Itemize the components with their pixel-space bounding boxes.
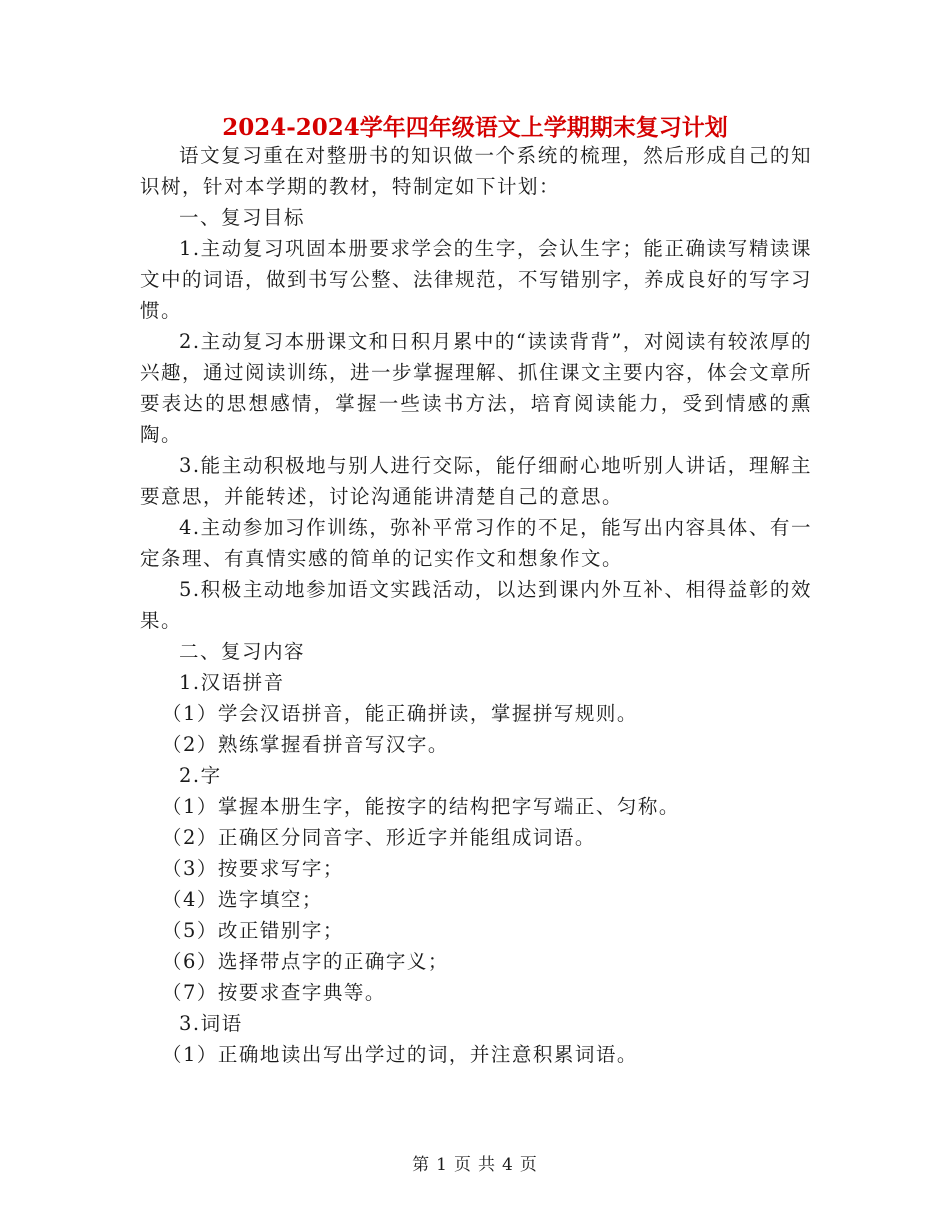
paragraph: 语文复习重在对整册书的知识做一个系统的梳理，然后形成自己的知识树，针对本学期的教材，特制定如下计划： — [140, 144, 812, 198]
list-item: （2）熟练掌握看拼音写汉字。 — [162, 733, 449, 756]
paragraph: 5.积极主动地参加语文实践活动，以达到课内外互补、相得益彰的效果。 — [140, 578, 812, 632]
subsection-heading: 1.汉语拼音 — [179, 671, 285, 694]
section-heading: 一、复习目标 — [179, 206, 306, 229]
list-item: （5）改正错别字； — [162, 919, 344, 942]
list-item: （3）按要求写字； — [162, 857, 344, 880]
document-title: 2024-2024学年四年级语文上学期期末复习计划 — [222, 114, 728, 141]
page-footer — [0, 1150, 950, 1175]
list-item: （1）正确地读出写出学过的词，并注意积累词语。 — [162, 1043, 638, 1066]
subsection-heading: 3.词语 — [179, 1012, 243, 1035]
document-body — [140, 140, 812, 1070]
footer-middle: 页 — [454, 1155, 472, 1175]
list-item: （7）按要求查字典等。 — [162, 981, 386, 1004]
footer-total-pages: 4 — [502, 1155, 514, 1175]
list-item: （6）选择带点字的正确字义； — [162, 950, 449, 973]
list-item: （1）掌握本册生字，能按字的结构把字写端正、匀称。 — [162, 795, 680, 818]
list-item: （2）正确区分同音字、形近字并能组成词语。 — [162, 826, 596, 849]
section-heading: 二、复习内容 — [179, 640, 306, 663]
paragraph: 2.主动复习本册课文和日积月累中的“读读背背”，对阅读有较浓厚的兴趣，通过阅读训练，进一步掌握理解、抓住课文主要内容，体会文章所要表达的思想感情，掌握一些读书方法，培育阅读能力，受到情感的熏陶。 — [140, 330, 813, 446]
footer-page-number: 1 — [436, 1155, 448, 1175]
paragraph: 3.能主动积极地与别人进行交际，能仔细耐心地听别人讲话，理解主要意思，并能转述，讨论沟通能讲清楚自己的意思。 — [140, 454, 812, 508]
footer-prefix: 第 — [412, 1155, 431, 1175]
paragraph: 1.主动复习巩固本册要求学会的生字，会认生字；能正确读写精读课文中的词语，做到书写公整、法律规范，不写错别字，养成良好的写字习惯。 — [140, 237, 813, 322]
list-item: （1）学会汉语拼音，能正确拼读，掌握拼写规则。 — [162, 702, 638, 725]
footer-total-label: 共 — [478, 1155, 496, 1175]
subsection-heading: 2.字 — [179, 764, 222, 787]
paragraph: 4.主动参加习作训练，弥补平常习作的不足，能写出内容具体、有一定条理、有真情实感的简单的记实作文和想象作文。 — [140, 516, 812, 570]
list-item: （4）选字填空； — [162, 888, 323, 911]
footer-suffix: 页 — [519, 1155, 538, 1175]
